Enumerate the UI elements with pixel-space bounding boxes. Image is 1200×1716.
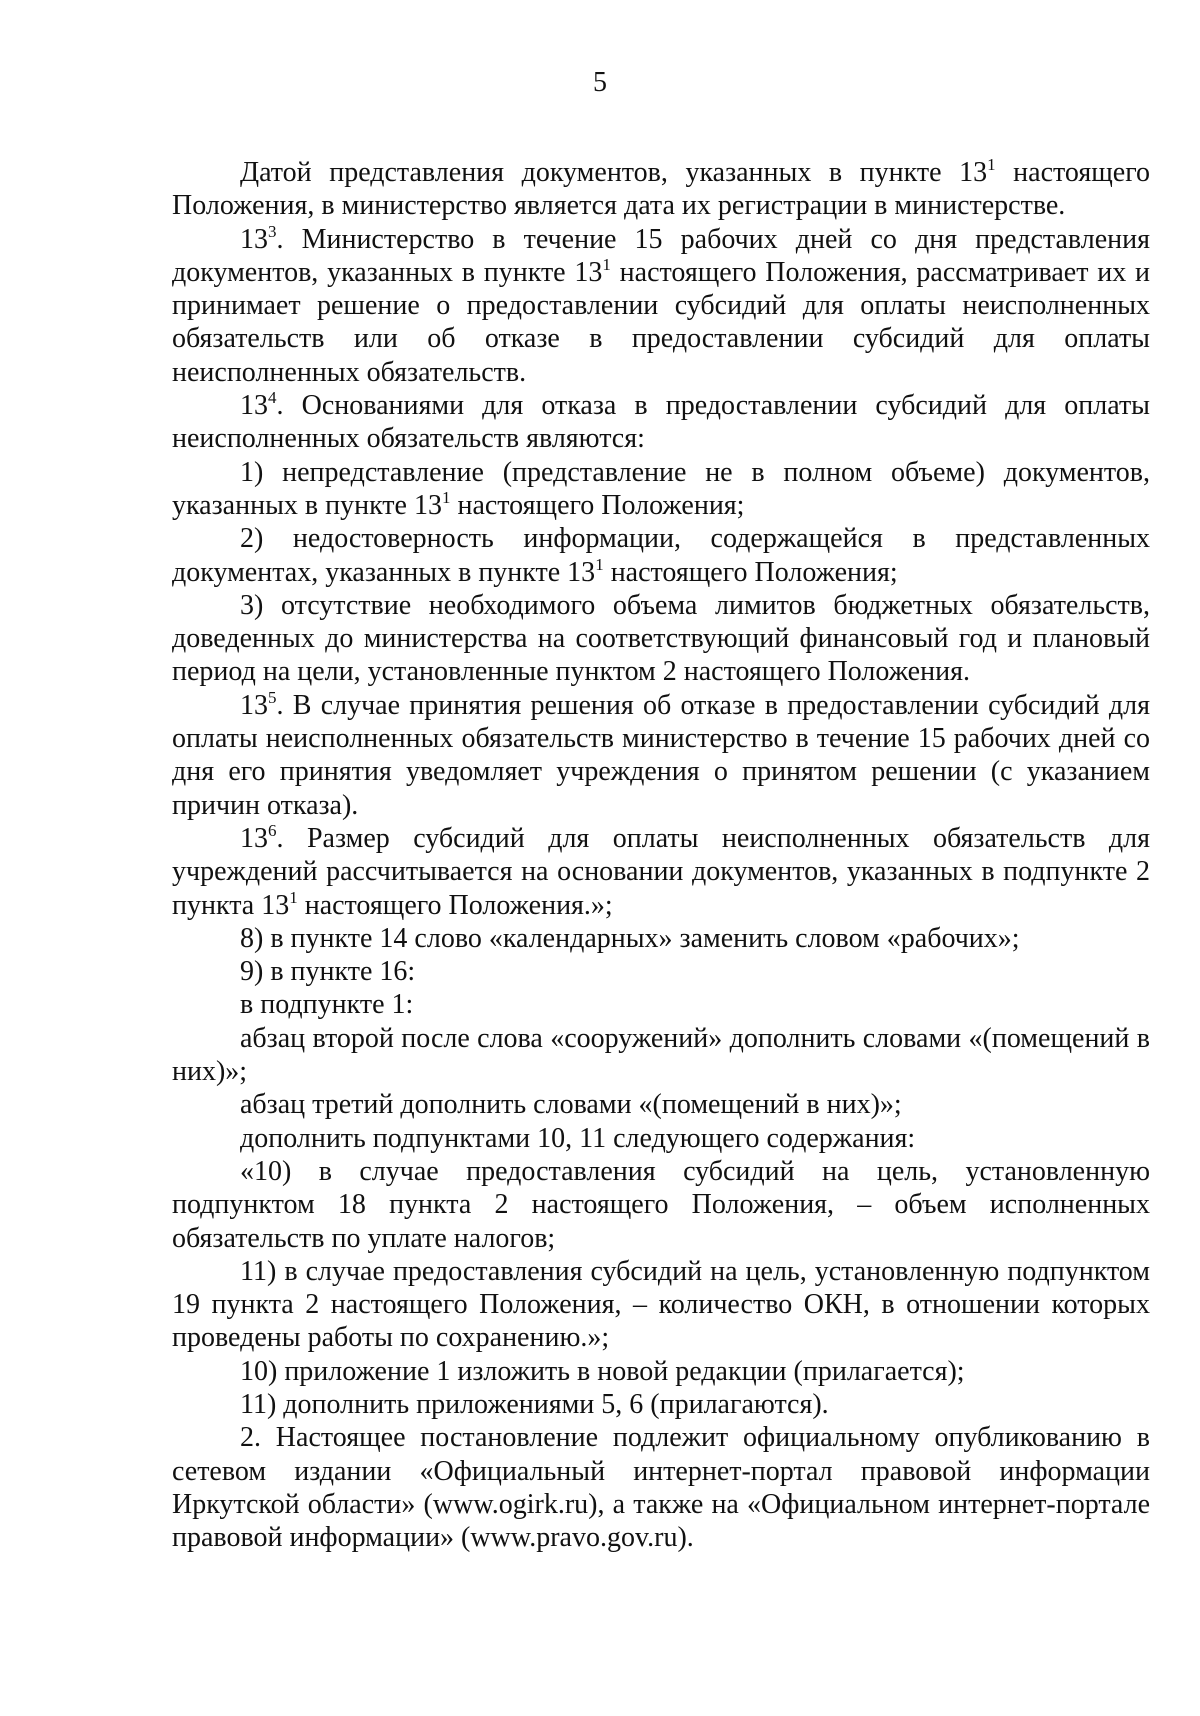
paragraph (172, 689, 1150, 822)
paragraph-text: 8) в пункте 14 слово «календарных» заменить словом «рабочих»; (240, 922, 1020, 954)
paragraph (172, 955, 1150, 988)
superscript-index: 6 (268, 820, 277, 840)
paragraph-text: . В случае принятия решения об отказе в предоставлении субсидий для оплаты неисполненных обязательств министерство в течение 15 рабочих дней со дня его принятия уведомляет учреждения о принятом решении (с указанием причин отказа). (172, 689, 1150, 821)
paragraph (172, 1122, 1150, 1155)
paragraph-text: 13 (240, 390, 268, 422)
paragraph-text: абзац второй после слова «сооружений» дополнить словами «(помещений в них)»; (172, 1022, 1150, 1088)
paragraph (172, 1388, 1150, 1421)
paragraph (172, 1255, 1150, 1355)
paragraph-text: настоящего Положения.»; (297, 889, 613, 921)
paragraph (172, 988, 1150, 1021)
paragraph (172, 223, 1150, 389)
paragraph (172, 922, 1150, 955)
superscript-index: 1 (987, 155, 996, 174)
paragraph-text: «10) в случае предоставления субсидий на цель, установленную подпунктом 18 пункта 2 настоящего Положения, – объем исполненных обязательств по уплате налогов; (172, 1155, 1150, 1254)
superscript-index: 1 (602, 254, 611, 274)
paragraph-text: абзац третий дополнить словами «(помещений в них)»; (240, 1089, 902, 1121)
paragraph-text: 3) отсутствие необходимого объема лимитов бюджетных обязательств, доведенных до министерства на соответствующий финансовый год и плановый период на цели, установленные пунктом 2 настоящего Положения. (172, 589, 1150, 688)
superscript-index: 5 (268, 687, 277, 707)
paragraph-text: . Министерство в течение 15 рабочих дней со дня представления документов, указанных в пункте 13 (172, 223, 1150, 288)
superscript-index: 3 (268, 221, 277, 241)
paragraph-text: 9) в пункте 16: (240, 956, 416, 988)
superscript-index: 1 (441, 487, 451, 507)
paragraph-text: 10) приложение 1 изложить в новой редакции (прилагается); (240, 1355, 965, 1387)
paragraph-text: Датой представления документов, указанных в пункте 13 (240, 157, 988, 188)
page-number: 5 (593, 67, 607, 98)
paragraph-text: в подпункте 1: (240, 989, 414, 1021)
paragraph-text: 2) недостоверность информации, содержащейся в представленных документах, указанных в пункте 13 (172, 523, 1150, 588)
paragraph-text: . Размер субсидий для оплаты неисполненных обязательств для учреждений рассчитывается на основании документов, указанных в подпункте 2 пункта 13 (172, 822, 1150, 921)
paragraph-text: настоящего Положения; (603, 556, 898, 588)
paragraph-text: 13 (240, 223, 268, 255)
paragraph (172, 822, 1150, 922)
document-body (172, 156, 1150, 1554)
paragraph (172, 389, 1150, 456)
paragraph-text: 11) в случае предоставления субсидий на цель, установленную подпунктом 19 пункта 2 настоящего Положения, – количество ОКН, в отношении которых проведены работы по сохранению.»; (172, 1255, 1150, 1354)
paragraph (172, 1088, 1150, 1121)
paragraph (172, 156, 1150, 223)
superscript-index: 1 (289, 887, 298, 907)
paragraph-text: настоящего Положения; (450, 489, 745, 521)
paragraph-text: 13 (240, 822, 268, 854)
paragraph-text: 13 (240, 689, 268, 721)
paragraph (172, 456, 1150, 523)
paragraph (172, 522, 1150, 589)
paragraph-text: 11) дополнить приложениями 5, 6 (прилагаются). (240, 1388, 829, 1420)
paragraph (172, 1022, 1150, 1089)
paragraph-text: 1) непредставление (представление не в полном объеме) документов, указанных в пункте 13 (172, 456, 1150, 521)
paragraph (172, 589, 1150, 689)
paragraph (172, 1421, 1150, 1554)
paragraph-text: . Основаниями для отказа в предоставлении субсидий для оплаты неисполненных обязательств являются: (172, 390, 1150, 455)
paragraph (172, 1355, 1150, 1388)
paragraph-text: дополнить подпунктами 10, 11 следующего содержания: (240, 1122, 916, 1154)
paragraph-text: настоящего Положения, в министерство является дата их регистрации в министерстве. (172, 157, 1150, 222)
paragraph-text: 2. Настоящее постановление подлежит официальному опубликованию в сетевом издании «Официальный интернет-портал правовой информации Иркутской области» (www.ogirk.ru), а также на «Официальном интернет-портале правовой информации» (www.pravo.gov.ru). (172, 1422, 1150, 1554)
superscript-index: 4 (268, 388, 277, 408)
superscript-index: 1 (595, 554, 604, 574)
paragraph (172, 1155, 1150, 1255)
paragraph-text: настоящего Положения, рассматривает их и принимает решение о предоставлении субсидий для оплаты неисполненных обязательств или об отказе в предоставлении субсидий для оплаты неисполненных обязательств. (172, 256, 1150, 388)
